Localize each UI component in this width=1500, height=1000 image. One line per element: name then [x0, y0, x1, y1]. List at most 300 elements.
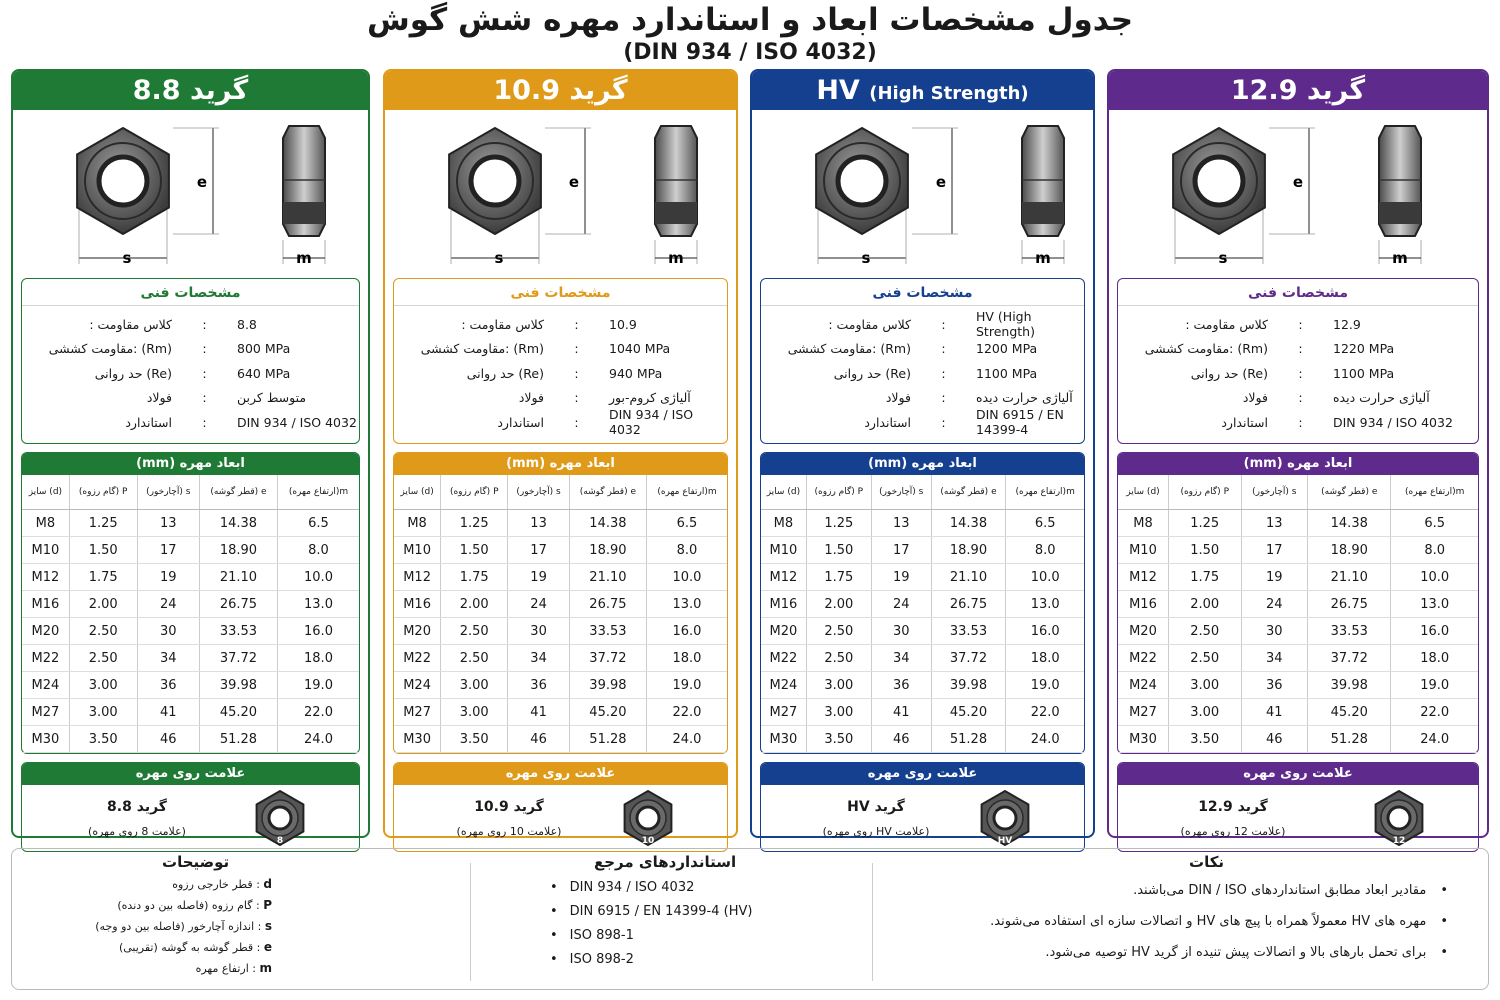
table-cell: 1.25 [69, 510, 137, 537]
table-cell: 14.38 [931, 510, 1006, 537]
bullet-icon: • [1440, 914, 1448, 929]
table-cell: 46 [1241, 726, 1308, 753]
spec-label: (Re) حد روانی [466, 365, 544, 381]
definition-item [95, 919, 272, 933]
nut-diagram [13, 110, 368, 278]
table-cell: 2.50 [441, 645, 508, 672]
table-cell: 51.28 [1308, 726, 1391, 753]
spec-value: آلیاژی حرارت دیده [1333, 390, 1430, 406]
table-cell: 2.50 [806, 645, 871, 672]
table-cell: 18.0 [278, 645, 360, 672]
definition-text: : ارتفاع مهره [195, 962, 256, 975]
table-row [22, 699, 359, 726]
table-cell: 26.75 [569, 591, 646, 618]
table-cell: 13 [137, 510, 199, 537]
table-cell: 30 [508, 618, 570, 645]
table-cell: 13.0 [646, 591, 727, 618]
table-cell: 24.0 [1391, 726, 1478, 753]
table-cell: 51.28 [199, 726, 277, 753]
spec-label: کلاس مقاومت : [828, 316, 911, 332]
note-item [888, 914, 1448, 929]
spec-row [22, 337, 359, 362]
table-cell: 2.50 [69, 618, 137, 645]
table-cell: 18.0 [646, 645, 727, 672]
dimension-e-label: e [196, 173, 207, 191]
table-cell: 24 [508, 591, 570, 618]
spec-row [22, 361, 359, 386]
specs-panel [760, 278, 1085, 444]
column-header: m(ارتفاع مهره) [278, 475, 360, 510]
table-cell: 33.53 [931, 618, 1006, 645]
table-cell: 34 [871, 645, 931, 672]
table-cell: 30 [871, 618, 931, 645]
table-cell: 22.0 [646, 699, 727, 726]
definition-text: : اندازه آچارخور (فاصله بین دو وجه) [95, 920, 262, 933]
mark-title: علامت روی مهره [1118, 763, 1478, 785]
table-cell: 14.38 [199, 510, 277, 537]
spec-colon: : [941, 341, 946, 357]
table-cell: 2.00 [69, 591, 137, 618]
table-cell: 3.00 [69, 699, 137, 726]
spec-colon: : [1298, 341, 1303, 357]
table-cell: 21.10 [931, 564, 1006, 591]
mark-grade: گرید 8.8 [107, 799, 167, 815]
table-cell: M20 [22, 618, 69, 645]
spec-label: (Rm) :مقاومت کششی [420, 341, 544, 357]
mark-note: (علامت 10 روی مهره) [456, 825, 562, 838]
table-row [761, 726, 1084, 753]
dimensions-title: ابعاد مهره (mm) [761, 453, 1084, 475]
dimensions-panel [1117, 452, 1479, 754]
grade-title: HV [816, 75, 860, 106]
table-cell: 39.98 [1308, 672, 1391, 699]
spec-colon: : [202, 316, 207, 332]
definitions-title: توضیحات [162, 853, 230, 871]
spec-label: (Re) حد روانی [1190, 365, 1268, 381]
table-row [761, 645, 1084, 672]
definition-key: m [259, 961, 272, 975]
spec-row [22, 386, 359, 411]
column-header: (d) سایز [1118, 475, 1168, 510]
table-cell: 19.0 [278, 672, 360, 699]
table-cell: 13.0 [1006, 591, 1084, 618]
table-cell: 19 [137, 564, 199, 591]
spec-value: 800 MPa [237, 341, 291, 357]
spec-label: فولاد [518, 390, 544, 406]
table-cell: 41 [508, 699, 570, 726]
table-cell: 18.0 [1391, 645, 1478, 672]
table-cell: 14.38 [1308, 510, 1391, 537]
definition-item [196, 961, 272, 975]
dimensions-title: ابعاد مهره (mm) [22, 453, 359, 475]
standard-text: DIN 6915 / EN 14399-4 (HV) [569, 904, 753, 919]
table-row [761, 510, 1084, 537]
table-cell: M30 [394, 726, 441, 753]
specs-rows [22, 306, 359, 435]
table-header-row [761, 475, 1084, 510]
table-cell: 18.90 [569, 537, 646, 564]
table-row [1118, 564, 1478, 591]
page-subtitle: (DIN 934 / ISO 4032) [623, 40, 877, 65]
table-cell: 13 [508, 510, 570, 537]
bullet-icon: • [550, 880, 558, 895]
standard-item [550, 904, 752, 919]
spec-label: فولاد [885, 390, 911, 406]
table-cell: 16.0 [1391, 618, 1478, 645]
mark-note: (علامت 12 روی مهره) [1180, 825, 1286, 838]
table-cell: 46 [137, 726, 199, 753]
table-cell: 2.00 [806, 591, 871, 618]
definition-item [117, 898, 272, 912]
notes-title: نکات [1189, 853, 1225, 871]
grade-title: گرید 10.9 [493, 75, 628, 106]
table-cell: 13.0 [278, 591, 360, 618]
spec-colon: : [1298, 365, 1303, 381]
table-cell: 45.20 [569, 699, 646, 726]
table-cell: 1.75 [806, 564, 871, 591]
spec-value: DIN 6915 / EN 14399-4 [976, 407, 1064, 438]
table-cell: 21.10 [569, 564, 646, 591]
table-cell: 34 [508, 645, 570, 672]
table-cell: 18.90 [931, 537, 1006, 564]
note-text: برای تحمل بارهای بالا و اتصالات پیش تنیده از گرید HV توصیه می‌شود. [1045, 945, 1427, 960]
table-row [394, 537, 727, 564]
spec-colon: : [202, 365, 207, 381]
spec-colon: : [941, 365, 946, 381]
spec-colon: : [574, 341, 579, 357]
table-cell: M16 [761, 591, 806, 618]
table-cell: M20 [394, 618, 441, 645]
table-row [394, 591, 727, 618]
nut-drawing [13, 110, 368, 278]
table-cell: M27 [22, 699, 69, 726]
mark-body [1118, 785, 1478, 851]
definition-key: e [263, 940, 272, 954]
table-row [394, 699, 727, 726]
dimension-s-label: s [494, 249, 504, 267]
spec-colon: : [574, 365, 579, 381]
table-cell: 34 [137, 645, 199, 672]
table-cell: 18.90 [199, 537, 277, 564]
table-cell: 6.5 [646, 510, 727, 537]
standards-title: استانداردهای مرجع [594, 853, 737, 871]
table-cell: 19 [508, 564, 570, 591]
table-cell: 8.0 [646, 537, 727, 564]
divider [470, 863, 471, 981]
mark-title: علامت روی مهره [394, 763, 727, 785]
table-cell: 2.50 [69, 645, 137, 672]
table-cell: 30 [137, 618, 199, 645]
spec-row [22, 312, 359, 337]
specs-title: مشخصات فنی [22, 279, 359, 306]
column-header: s (آچارخور) [871, 475, 931, 510]
spec-value: آلیاژی کروم-بور [609, 390, 691, 406]
table-cell: M8 [761, 510, 806, 537]
mark-panel [760, 762, 1085, 852]
table-header-row [22, 475, 359, 510]
table-cell: 3.50 [806, 726, 871, 753]
spec-value: DIN 934 / ISO 4032 [609, 407, 694, 438]
definition-item [172, 877, 272, 891]
table-cell: 1.75 [441, 564, 508, 591]
dimensions-panel [393, 452, 728, 754]
table-cell: 17 [137, 537, 199, 564]
table-cell: M12 [1118, 564, 1168, 591]
specs-title: مشخصات فنی [394, 279, 727, 306]
table-cell: 24 [1241, 591, 1308, 618]
spec-label: (Re) حد روانی [833, 365, 911, 381]
spec-value: 12.9 [1333, 316, 1361, 332]
table-cell: M10 [1118, 537, 1168, 564]
table-row [761, 672, 1084, 699]
table-cell: 37.72 [569, 645, 646, 672]
table-cell: 13.0 [1391, 591, 1478, 618]
spec-colon: : [574, 316, 579, 332]
specs-panel [393, 278, 728, 444]
table-cell: 19 [1241, 564, 1308, 591]
table-cell: 39.98 [199, 672, 277, 699]
table-cell: 51.28 [569, 726, 646, 753]
table-cell: 6.5 [1006, 510, 1084, 537]
nut-mark-symbol: 12 [1392, 836, 1406, 846]
dimension-m-label: m [668, 249, 684, 267]
dimensions-panel [760, 452, 1085, 754]
mark-nut [1370, 789, 1428, 851]
spec-row [761, 309, 1084, 340]
mark-title: علامت روی مهره [22, 763, 359, 785]
table-cell: 8.0 [278, 537, 360, 564]
nut-mark-icon [976, 789, 1034, 847]
table-cell: 1.25 [441, 510, 508, 537]
spec-value: 10.9 [609, 316, 637, 332]
table-header-row [1118, 475, 1478, 510]
column-header: e (قطر گوشه) [569, 475, 646, 510]
table-cell: 1.50 [806, 537, 871, 564]
spec-colon: : [1298, 316, 1303, 332]
nut-drawing [1109, 110, 1487, 278]
spec-row [394, 361, 727, 386]
table-row [761, 591, 1084, 618]
table-cell: M8 [1118, 510, 1168, 537]
table-cell: 41 [137, 699, 199, 726]
column-header: (d) سایز [22, 475, 69, 510]
table-cell: 16.0 [646, 618, 727, 645]
table-cell: 3.50 [69, 726, 137, 753]
table-cell: 1.50 [69, 537, 137, 564]
table-row [1118, 510, 1478, 537]
dimension-s-label: s [122, 249, 132, 267]
spec-label: (Re) حد روانی [94, 365, 172, 381]
spec-colon: : [574, 414, 579, 430]
table-cell: 34 [1241, 645, 1308, 672]
table-row [1118, 672, 1478, 699]
table-cell: 8.0 [1391, 537, 1478, 564]
spec-value: 640 MPa [237, 365, 291, 381]
spec-row [394, 407, 727, 438]
spec-colon: : [1298, 390, 1303, 406]
mark-grade: گرید 10.9 [474, 799, 544, 815]
table-cell: 37.72 [931, 645, 1006, 672]
table-row [22, 672, 359, 699]
table-row [761, 537, 1084, 564]
nut-mark-symbol: 10 [641, 836, 655, 846]
specs-rows [1118, 306, 1478, 435]
table-row [394, 510, 727, 537]
spec-value: DIN 934 / ISO 4032 [1333, 414, 1453, 430]
table-cell: 33.53 [199, 618, 277, 645]
column-header: e (قطر گوشه) [1308, 475, 1391, 510]
table-row [394, 645, 727, 672]
grade-card-header [385, 71, 736, 110]
table-cell: 26.75 [1308, 591, 1391, 618]
table-cell: 24 [871, 591, 931, 618]
table-cell: 18.90 [1308, 537, 1391, 564]
table-cell: 39.98 [931, 672, 1006, 699]
table-cell: 39.98 [569, 672, 646, 699]
spec-row [761, 407, 1084, 438]
column-header: P (گام رزوه) [1168, 475, 1241, 510]
table-row [1118, 537, 1478, 564]
table-cell: M10 [761, 537, 806, 564]
definition-text: : گام رزوه (فاصله بین دو دنده) [117, 899, 260, 912]
table-cell: M24 [22, 672, 69, 699]
grade-card [383, 69, 738, 846]
definition-key: d [263, 877, 272, 891]
nut-diagram [752, 110, 1093, 278]
table-cell: 21.10 [199, 564, 277, 591]
spec-label: فولاد [1242, 390, 1268, 406]
table-cell: M12 [22, 564, 69, 591]
table-cell: 3.00 [441, 672, 508, 699]
table-row [394, 726, 727, 753]
dimensions-table [1118, 475, 1478, 753]
column-header: m(ارتفاع مهره) [646, 475, 727, 510]
mark-panel [1117, 762, 1479, 852]
dimensions-title: ابعاد مهره (mm) [394, 453, 727, 475]
dimensions-panel [21, 452, 360, 754]
table-cell: M20 [761, 618, 806, 645]
table-cell: 30 [1241, 618, 1308, 645]
mark-note: (علامت 8 روی مهره) [88, 825, 186, 838]
table-header-row [394, 475, 727, 510]
spec-colon: : [1298, 414, 1303, 430]
grade-title: گرید 8.8 [132, 75, 249, 106]
spec-colon: : [202, 414, 207, 430]
dimension-m-label: m [1035, 249, 1051, 267]
nut-diagram [385, 110, 736, 278]
specs-title: مشخصات فنی [761, 279, 1084, 306]
table-cell: 16.0 [1006, 618, 1084, 645]
table-cell: 6.5 [278, 510, 360, 537]
table-cell: M30 [761, 726, 806, 753]
table-row [22, 726, 359, 753]
table-cell: 21.10 [1308, 564, 1391, 591]
table-cell: M24 [394, 672, 441, 699]
table-cell: 24.0 [278, 726, 360, 753]
table-row [394, 564, 727, 591]
table-row [761, 618, 1084, 645]
table-cell: M27 [1118, 699, 1168, 726]
column-header: (d) سایز [394, 475, 441, 510]
table-cell: 33.53 [569, 618, 646, 645]
info-footer [11, 848, 1489, 990]
table-cell: 26.75 [199, 591, 277, 618]
column-header: m(ارتفاع مهره) [1391, 475, 1478, 510]
spec-row [1118, 337, 1478, 362]
specs-panel [21, 278, 360, 444]
nut-drawing [385, 110, 736, 278]
definition-text: : قطر خارجی رزوه [172, 878, 260, 891]
note-text: مهره های HV معمولاً همراه با پیچ های HV و اتصالات سازه ای استفاده می‌شوند. [990, 914, 1427, 929]
definition-key: P [263, 898, 272, 912]
spec-label: کلاس مقاومت : [89, 316, 172, 332]
table-cell: 41 [871, 699, 931, 726]
grade-card-header [1109, 71, 1487, 110]
standard-text: ISO 898-1 [569, 928, 634, 943]
grade-title: گرید 12.9 [1230, 75, 1366, 106]
spec-label: استاندارد [497, 414, 544, 430]
table-cell: 19.0 [1391, 672, 1478, 699]
bullet-icon: • [550, 952, 558, 967]
note-item [888, 883, 1448, 898]
table-cell: 13 [1241, 510, 1308, 537]
page-title: جدول مشخصات ابعاد و استاندارد مهره شش گوش [366, 2, 1134, 38]
table-cell: 1.50 [1168, 537, 1241, 564]
dimension-m-label: m [296, 249, 312, 267]
table-row [761, 699, 1084, 726]
dimension-m-label: m [1392, 249, 1408, 267]
column-header: P (گام رزوه) [441, 475, 508, 510]
nut-drawing [752, 110, 1093, 278]
spec-colon: : [574, 390, 579, 406]
table-cell: 14.38 [569, 510, 646, 537]
table-cell: M16 [1118, 591, 1168, 618]
dimensions-table [22, 475, 359, 753]
table-cell: M10 [394, 537, 441, 564]
table-cell: 51.28 [931, 726, 1006, 753]
table-cell: 10.0 [1391, 564, 1478, 591]
note-item [888, 945, 1448, 960]
spec-value: 1040 MPa [609, 341, 671, 357]
table-cell: 10.0 [1006, 564, 1084, 591]
bullet-icon: • [550, 904, 558, 919]
table-row [1118, 591, 1478, 618]
mark-grade: گرید HV [847, 799, 905, 815]
table-cell: 22.0 [1006, 699, 1084, 726]
column-header: s (آچارخور) [508, 475, 570, 510]
grade-card-header [13, 71, 368, 110]
spec-label: (Rm) :مقاومت کششی [1144, 341, 1268, 357]
table-cell: M22 [22, 645, 69, 672]
grade-card [1107, 69, 1489, 846]
spec-value: 1100 MPa [1333, 365, 1395, 381]
table-cell: 3.00 [441, 699, 508, 726]
dimension-s-label: s [861, 249, 871, 267]
mark-body [761, 785, 1084, 851]
table-cell: 26.75 [931, 591, 1006, 618]
note-text: مقادیر ابعاد مطابق استانداردهای DIN / ISO می‌باشند. [1133, 883, 1427, 898]
column-header: s (آچارخور) [137, 475, 199, 510]
standard-text: ISO 898-2 [569, 952, 634, 967]
spec-row [1118, 386, 1478, 411]
standard-item [550, 880, 694, 895]
table-cell: 17 [1241, 537, 1308, 564]
table-cell: 1.75 [1168, 564, 1241, 591]
definition-key: s [264, 919, 272, 933]
table-cell: 45.20 [931, 699, 1006, 726]
table-cell: 24.0 [1006, 726, 1084, 753]
table-cell: M12 [761, 564, 806, 591]
